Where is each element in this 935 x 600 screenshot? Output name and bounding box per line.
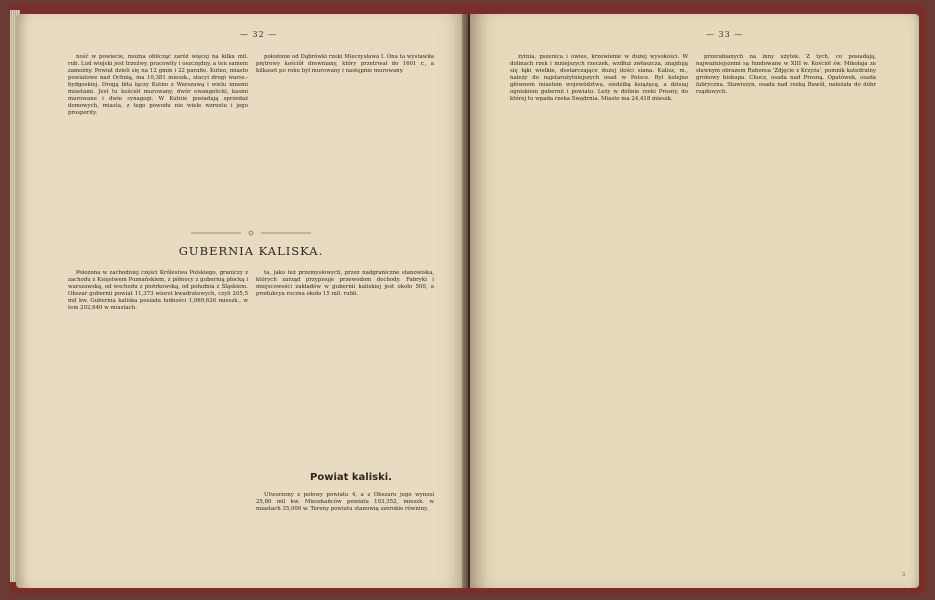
left-upper-column-1-text: ność w powiecie, można oblicząć zaróż więcej na kilka mil. rub. Lud wiejski jest trzeźwy, pracowity i oszczędny, a ten samem zamożny. Powiat dzieli się na 12 gmin i 22 parafie. Kutno, miasto powiatowe nad Ochnią, ma 10,381 mieszk., stacyi drogi warsz.-bydgoskiej. Drogą bita łączy Kutno z Warszawą i wielu innemi miastami. Jest tu kościół murowany, dwór ewangelicki, kasmi murowane i dwie synagogi. W Kutnie posiadają sprzedaż domowych, miasta, z tego powodu nie wiele wzrostu i jego prosperity. <box>68 54 248 117</box>
gubernia-column-1 <box>68 270 248 575</box>
powiat-heading: Powiat kaliski. <box>310 472 392 483</box>
gubernia-column-1-text: Położona w zachodniej części Królestwa Polskiego, graniczy z zachodu z Księstwem Poznańskiem, z północy z gubernią płocką i warszawską, od wschodu z piotrkowską, od południa z Śląskiem. Obszar gubernii powiat 11,373 wiorst kwadratowych, czyli 205,5 mil kw. Gubernia kaliska posiada ludności 1,069,626 mieszk., w tem 202,640 w miastach. <box>68 270 248 312</box>
right-page-number: — 33 — <box>706 30 744 39</box>
gubernia-heading: GUBERNIA KALISKA. <box>178 244 324 258</box>
right-column-1 <box>510 54 688 570</box>
left-page-number: — 32 — <box>240 30 278 39</box>
powiat-column <box>256 492 434 580</box>
right-column-2-text: przerabianych na inny użytek. Z tych, co posiadają, najważniejszemi są fundowane w XIII w. Kościół św. Mikołaja ze sławnym obrazem Rubensa 'Zdjęcie z Krzyża', pomnik katedralny grobowy biskupa. Chocz, osada nad Prosną. Opatówek, osada fabryczna. Stawiszyn, osada nad rzeką Bawół, należała do dóbr rządowych. <box>696 54 876 96</box>
right-column-1-text: żytnia, pszenica i owies, krzewienie w dużej wysokości. W dolinach rzek i mniejszych rzeczek, wzdłuż zwłaszcza, znajdują się łąki wielkie, dostarczające dużej ilości siana. Kalisz, m., należy do najstarożytniejszych osad w Polsce. Był kolejno głównem miastem województwa, siedzibą książęcą, a dzisiaj ogniskiem gubernii i powiatu. Leży w dolinie rzeki Prosny, do której tu wpada rzeka Swędrnia. Miasto ma 24,418 mieszk. <box>510 54 688 103</box>
open-book <box>10 4 925 594</box>
right-page <box>470 14 919 588</box>
gubernia-column-2-text: ta, jako też przemysłowych, przez nadgraniczne stanowiska, których zarząd przypisuje przewodom dochody. Fabryki i miejscowości zakładów w gubernii kaliskiej jest około 500, a produkcya roczna około 15 mil. rubli. <box>256 270 434 298</box>
left-upper-column-1 <box>68 54 248 222</box>
section-divider-ornament <box>191 230 311 236</box>
left-upper-column-2 <box>256 54 434 222</box>
left-upper-column-2-text: położonie od Dąbrówki rzeki Mieczysława I. Ona ta wystawiła piętrowy kościół drewniany, który przetrwał do 1601 r., a kilkaset po roku był murowany i następnie murowany. <box>256 54 434 75</box>
signature-mark: 3 <box>901 572 905 578</box>
powiat-text: Utworzony z połowy powiatu 4, a z Obszaru jego wynosi 25,80 mil kw. Mieszkańców powiatu 103,352, mieszk. w miastach 35,000 w. Tereny powiatu stanowią szerokie równiny. <box>256 492 434 513</box>
right-column-2 <box>696 54 876 570</box>
gubernia-column-2 <box>256 270 434 466</box>
left-page <box>16 14 468 588</box>
